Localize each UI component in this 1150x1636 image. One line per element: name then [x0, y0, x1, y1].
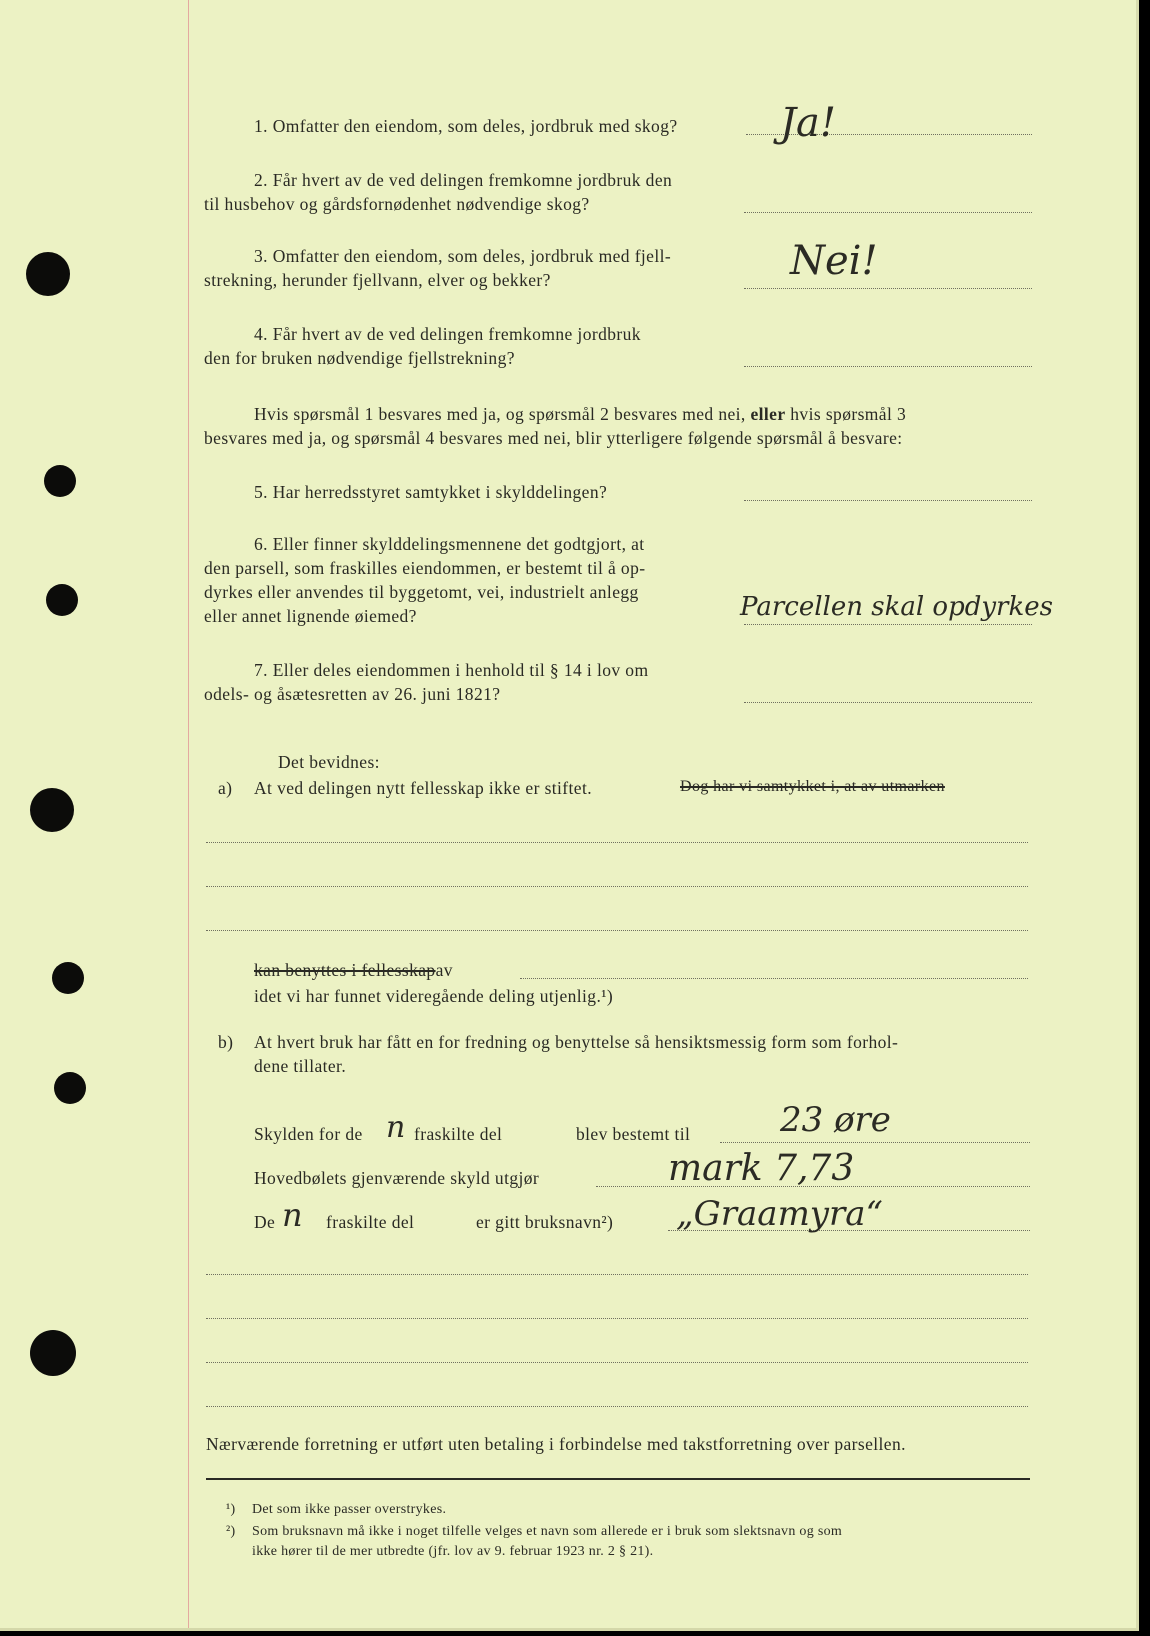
question-4-line2: den for bruken nødvendige fjellstrekning? [204, 348, 515, 368]
answer-1-handwritten: Ja! [780, 100, 836, 146]
footnote-1: Det som ikke passer overstrykes. [252, 1502, 447, 1517]
answer-3-handwritten: Nei! [790, 238, 878, 284]
bruk-label-c: er gitt bruksnavn²) [476, 1212, 614, 1232]
margin-rule [188, 0, 189, 1628]
struck-line-tail: av [435, 960, 453, 980]
blank-line [206, 886, 1028, 887]
blank-line [206, 1362, 1028, 1363]
blank-line [206, 1318, 1028, 1319]
bruk-label-b: fraskilte del [326, 1212, 415, 1232]
blank-line [206, 930, 1028, 931]
answer-line-7 [744, 702, 1032, 703]
finding-a-marker: a) [218, 778, 233, 798]
punch-hole [52, 962, 84, 994]
question-6-line4: eller annet lignende øiemed? [204, 606, 417, 626]
answer-line-6 [744, 624, 1032, 625]
answer-line-2 [744, 212, 1032, 213]
instruction-line1 [254, 404, 906, 425]
question-4-line1: 4. Får hvert av de ved delingen fremkomne jordbruk [254, 324, 641, 344]
footnote-2-mark: ²) [226, 1524, 236, 1539]
bruk-value: „Graamyra“ [676, 1194, 883, 1234]
footnote-2-line1: Som bruksnavn må ikke i noget tilfelle velges et navn som allerede er i bruk som slektsnavn og som [252, 1524, 843, 1539]
answer-6-handwritten: Parcellen skal opdyrkes [740, 592, 1053, 622]
finding-b-marker: b) [218, 1032, 234, 1052]
blank-line [520, 978, 1028, 979]
finding-reason: idet vi har funnet videregående deling utjenlig.¹) [254, 986, 614, 1006]
question-2-line1: 2. Får hvert av de ved delingen fremkomne jordbruk den [254, 170, 673, 190]
finding-b-line2: dene tillater. [254, 1056, 347, 1076]
question-6-line2: den parsell, som fraskilles eiendommen, er bestemt til å op- [204, 558, 646, 578]
question-3-line1: 3. Omfatter den eiendom, som deles, jordbruk med fjell- [254, 246, 672, 266]
answer-line-5 [744, 500, 1032, 501]
answer-line-4 [744, 366, 1032, 367]
question-5: 5. Har herredsstyret samtykket i skylddelingen? [254, 482, 608, 502]
instruction-line2: besvares med ja, og spørsmål 4 besvares med nei, blir ytterligere følgende spørsmål å besvare: [204, 428, 903, 448]
blank-line [206, 1274, 1028, 1275]
skyld-label-b: fraskilte del [414, 1124, 503, 1144]
footnote-2-line2: ikke hører til de mer utbredte (jfr. lov av 9. februar 1923 nr. 2 § 21). [252, 1544, 654, 1559]
skyld-label-c: blev bestemt til [576, 1124, 691, 1144]
bruk-label-a: De [254, 1212, 276, 1232]
instruction-bold: eller [750, 404, 786, 424]
bruk-handwritten-a: n [282, 1196, 303, 1234]
hoved-label: Hovedbølets gjenværende skyld utgjør [254, 1168, 540, 1188]
question-7-line2: odels- og åsætesretten av 26. juni 1821? [204, 684, 501, 704]
question-1: 1. Omfatter den eiendom, som deles, jordbruk med skog? [254, 116, 678, 136]
punch-hole [26, 252, 70, 296]
struck-line [254, 960, 453, 981]
punch-hole [46, 584, 78, 616]
question-6-line1: 6. Eller finner skylddelingsmennene det godtgjort, at [254, 534, 645, 554]
skyld-value: 23 øre [780, 1100, 891, 1140]
footnote-1-mark: ¹) [226, 1502, 236, 1517]
finding-a-text: At ved delingen nytt fellesskap ikke er stiftet. [254, 778, 593, 798]
question-6-line3: dyrkes eller anvendes til byggetomt, vei, industrielt anlegg [204, 582, 639, 602]
question-7-line1: 7. Eller deles eiendommen i henhold til § 14 i lov om [254, 660, 649, 680]
skyld-value-line [720, 1142, 1030, 1143]
finding-a-struck-text: Dog har vi samtykket i, at av utmarken [680, 778, 945, 795]
instruction-text-b: hvis spørsmål 3 [790, 404, 907, 424]
punch-hole [44, 465, 76, 497]
punch-hole [30, 788, 74, 832]
question-2-line2: til husbehov og gårdsfornødenhet nødvendige skog? [204, 194, 590, 214]
skyld-label-a: Skylden for de [254, 1124, 363, 1144]
finding-b-line1: At hvert bruk har fått en for fredning og benyttelse så hensiktsmessig form som forhol- [254, 1032, 899, 1052]
punch-hole [54, 1072, 86, 1104]
closing-statement: Nærværende forretning er utført uten betaling i forbindelse med takstforretning over parsellen. [206, 1434, 906, 1454]
answer-line-3 [744, 288, 1032, 289]
struck-phrase: kan benyttes i fellesskap [254, 960, 436, 980]
findings-heading: Det bevidnes: [278, 752, 380, 772]
footnote-rule [206, 1478, 1030, 1480]
instruction-text-a: Hvis spørsmål 1 besvares med ja, og spørsmål 2 besvares med nei, [254, 404, 746, 424]
question-3-line2: strekning, herunder fjellvann, elver og bekker? [204, 270, 551, 290]
punch-hole [30, 1330, 76, 1376]
blank-line [206, 842, 1028, 843]
skyld-handwritten-a: n [386, 1110, 406, 1145]
hoved-value: mark 7,73 [668, 1148, 855, 1189]
blank-line [206, 1406, 1028, 1407]
